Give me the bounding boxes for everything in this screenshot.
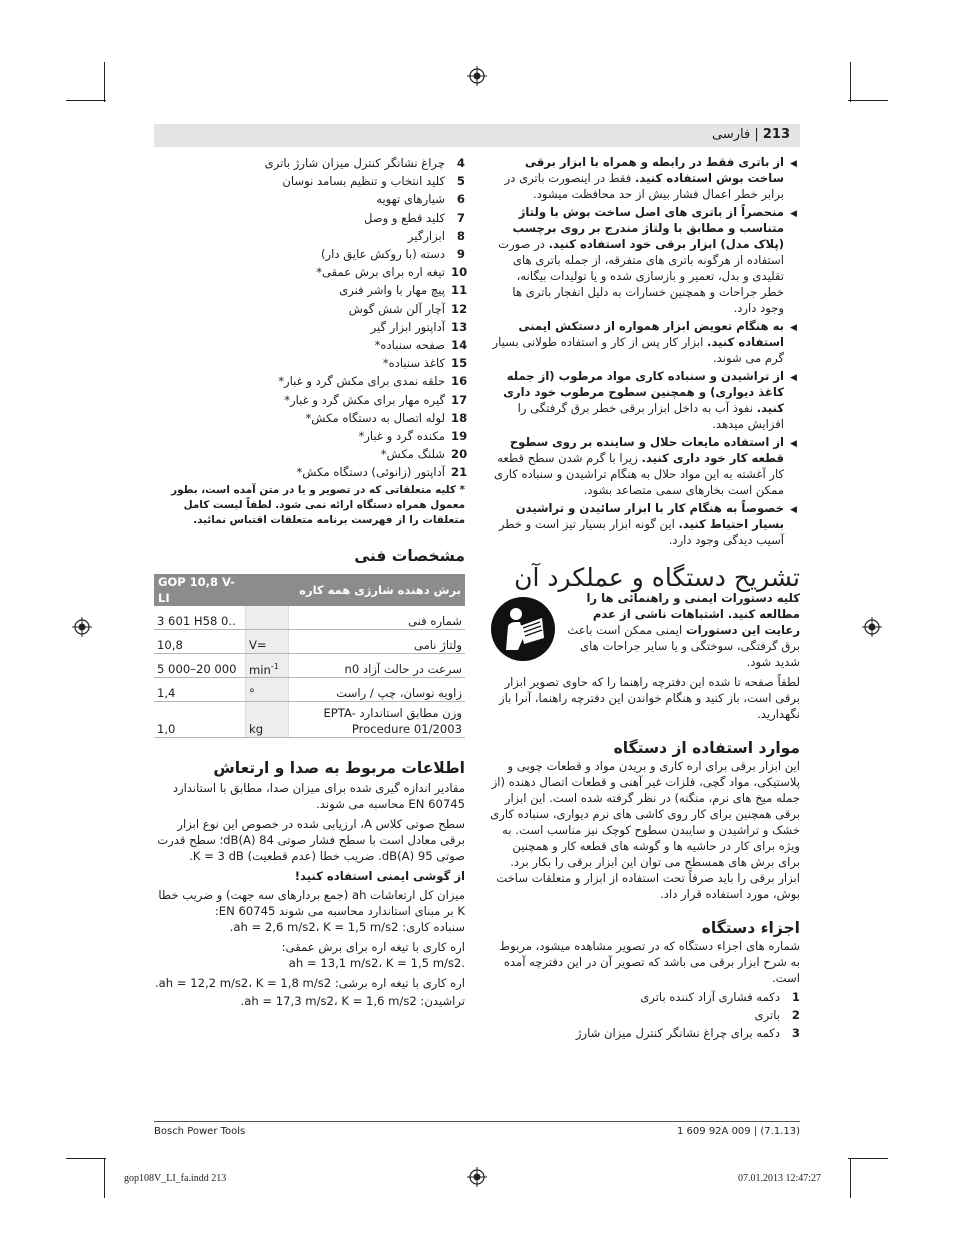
specs-table-header [154, 574, 465, 606]
table-row [154, 678, 465, 702]
description-heading: تشریح دستگاه و عملکرد آن [514, 563, 800, 592]
safety-instruction-rest: ایمنی ممکن است باعث برق گرفتگی، سوختگی و یا سایر جراحات های شدید شود. [567, 623, 800, 669]
spec-label: ولتاژ نامی [289, 630, 466, 654]
item-number: 8 [456, 228, 465, 243]
warning-text: ابزار کار پس از کار و استفاده طولانی بسیار گرم می شوند. [492, 335, 784, 365]
item-label: دسته (با روکش عایق دار) [321, 247, 445, 262]
components-heading: اجزاء دستگاه [701, 919, 800, 937]
warning-bold: از باتری فقط در رابطه و همراه با ابزار برقی ساخت بوش استفاده کنید. [524, 155, 784, 185]
item-label: پیچ مهار با واشر فنری [339, 283, 445, 298]
item-number: 4 [456, 156, 465, 171]
crop-mark [104, 62, 105, 102]
spec-unit: kg [246, 702, 289, 738]
list-item [154, 372, 468, 390]
crop-mark [104, 1158, 105, 1198]
item-number: 14 [451, 337, 468, 352]
item-number: 12 [451, 301, 468, 316]
page-number: 213 [762, 127, 790, 142]
spec-value: 5 000–20 000 [154, 654, 246, 678]
item-label: دکمه برای چراغ نشانگر کنترل میزان شارژ [575, 1026, 780, 1041]
spec-unit: V= [246, 630, 289, 654]
item-number: 3 [791, 1026, 800, 1041]
list-item [154, 281, 468, 299]
safety-instruction-bold: کلیه دستورات ایمنی و راهنمائی ها را مطالعه کنید. اشتباهات ناشی از عدم رعایت این دستورات [586, 591, 800, 637]
item-label: دکمه فشاری آزاد کننده باتری [640, 990, 780, 1005]
item-number: 10 [451, 265, 468, 280]
warning-item [490, 204, 800, 316]
bullet-triangle-icon: ◀ [790, 323, 797, 333]
vibration-scraping: تراشیدن: ah = 17,3 m/s2، K = 1,6 m/s2. [240, 994, 465, 1009]
item-number: 2 [791, 1008, 800, 1023]
bullet-triangle-icon: ◀ [790, 373, 797, 383]
item-label: ابزارگیر [407, 228, 445, 243]
spec-label: وزن مطابق استاندارد EPTA-Procedure 01/2003 [289, 702, 466, 738]
list-item [154, 190, 465, 208]
crop-mark [848, 100, 888, 101]
slug-date: 07.01.2013 12:47:27 [738, 1173, 822, 1184]
spec-value: 10,8 [154, 630, 246, 654]
warning-bold: از تراشیدن و سنباده کاری مواد مرطوب (از جمله کاغذ دیواری) و همچنین سطوح مرطوب خود داری کنید. [503, 369, 784, 415]
ear-protection-note: از گوشی ایمنی استفاده کنید! [294, 869, 465, 884]
vibration-sanding: سنباده کاری: ah = 2,6 m/s2، K = 1,5 m/s2. [229, 920, 465, 935]
page-header: 213 | فارسی [154, 124, 800, 147]
safety-block [490, 590, 800, 670]
list-item [154, 336, 468, 354]
table-row [154, 702, 465, 738]
intended-use-heading: موارد استفاده از دستگاه [613, 739, 800, 757]
list-item [490, 1006, 800, 1024]
item-number: 5 [456, 174, 465, 189]
crop-mark [66, 1158, 106, 1159]
crop-mark [848, 1158, 888, 1159]
components-list-start [490, 988, 800, 1043]
item-number: 20 [451, 447, 468, 462]
list-item [154, 390, 468, 408]
safety-warnings [490, 154, 800, 548]
noise-paragraph: مقادیر اندازه گیری شده برای میزان صدا، مطابق با استاندارد EN 60745 محاسبه می شوند. [172, 781, 465, 812]
spec-value: 3 601 H58 0.. [154, 606, 246, 630]
left-column [154, 154, 468, 1009]
list-item [154, 300, 468, 318]
product-name: برش دهنده شارژی همه کاره [246, 574, 466, 606]
spec-unit: ° [246, 678, 289, 702]
spec-unit [246, 606, 289, 630]
slug-file: gop108V_LI_fa.indd 213 [124, 1173, 227, 1184]
spec-label: شماره فنی [289, 606, 466, 630]
item-number: 21 [451, 465, 468, 480]
list-item [154, 245, 465, 263]
components-list [154, 154, 468, 481]
list-item [490, 988, 800, 1006]
list-item [154, 209, 465, 227]
item-label: گیره مهار برای مکش گرد و غبار* [284, 392, 445, 407]
bullet-triangle-icon: ◀ [790, 159, 797, 169]
item-label: چراغ نشانگر کنترل میزان شارژ باتری [264, 156, 445, 171]
warning-bold: از استفاده مایعات حلال و ساینده بر روی سطوح قطعه کار خود داری کنید. [509, 435, 784, 465]
spec-unit: $\min^{-1}$ [246, 654, 289, 678]
vibration-plunge: اره کاری با تیغه اره برای برش عمقی: ah = 13,1 m/s2، K = 1,5 m/s2. [281, 940, 465, 971]
item-label: آچار آلن شش گوش [348, 301, 445, 316]
crop-mark [66, 100, 106, 101]
item-label: کلید انتخاب و تنظیم بسامد نوسان [282, 174, 445, 189]
vibration-saw: اره کاری با تیغه اره برشی: ah = 12,2 m/s2، K = 1,8 m/s2. [154, 976, 465, 991]
item-number: 1 [791, 990, 800, 1005]
item-label: کلید قطع و وصل [363, 210, 445, 225]
item-label: شلنگ مکش* [380, 447, 445, 462]
bullet-triangle-icon: ◀ [790, 439, 797, 449]
item-label: صفحه سنباده* [374, 337, 445, 352]
registration-mark-icon [862, 617, 882, 637]
fold-out-note: لطفاً صفحه تا شده این دفترچه راهنما را که حاوی تصویر ابزار برقی است، باز کنید و هنگام خواندن این دفترچه راهنما، آنرا باز نگهدارید. [498, 675, 800, 721]
table-row [154, 630, 465, 654]
list-item [154, 227, 465, 245]
item-number: 6 [456, 192, 465, 207]
warning-item [490, 434, 800, 498]
item-label: مکنده گرد و غبار* [358, 428, 445, 443]
item-number: 17 [451, 392, 468, 407]
warning-item [490, 154, 800, 202]
footer-brand: Bosch Power Tools [154, 1126, 246, 1137]
item-label: کاغذ سنباده* [382, 356, 445, 371]
item-label: لوله اتصال به دستگاه مکش* [305, 410, 445, 425]
bullet-triangle-icon: ◀ [790, 505, 797, 515]
warning-item [490, 500, 800, 548]
warning-text: در صورت استفاده از هرگونه باتری های متفرقه، از جمله باتری های تقلیدی و بدل، تعمیر و بازسازی شده و یا تولیدات بیگانه، خطر جراحات و همچنین خسارات به دلیل انفجار باتری ها وجود دارد. [498, 237, 784, 315]
item-number: 7 [456, 210, 465, 225]
accessories-footnote: * کلیه متعلقاتی که در تصویر و یا در متن آمده است، بطور معمول همراه دستگاه ارائه نمی شود. لطفاً لیست کامل متعلقات را از فهرست برنامه متعلقات اقتباس نمائید. [171, 484, 465, 527]
item-number: 16 [451, 374, 468, 389]
registration-mark-icon [72, 617, 92, 637]
warning-item [490, 318, 800, 366]
vibration-paragraph: میزان کل ارتعاشات ah (جمع بردارهای سه جهت) و ضریب خطا K بر مبنای استاندارد محاسبه می شوند EN 60745: [158, 888, 465, 919]
warning-text: فقط در اینصورت باتری در برابر خطر اعمال فشار بیش از حد محافظت میشود. [504, 171, 784, 201]
list-item [154, 354, 468, 372]
spec-value: 1,0 [154, 702, 246, 738]
list-item [154, 154, 465, 172]
table-row [154, 606, 465, 630]
item-label: آداپتور ابزار گیر [370, 319, 445, 334]
item-number: 9 [456, 247, 465, 262]
list-item [154, 409, 468, 427]
crop-mark [850, 1158, 851, 1198]
item-number: 15 [451, 356, 468, 371]
registration-mark-icon [467, 66, 487, 86]
list-item [154, 172, 465, 190]
noise-heading: اطلاعات مربوط به صدا و ارتعاش [213, 759, 465, 778]
item-number: 13 [451, 319, 468, 334]
list-item [490, 1024, 800, 1042]
warning-bold: به هنگام تعویض ابزار همواره از دستکش ایمنی استفاده کنید. [518, 319, 784, 349]
specs-table [154, 574, 465, 738]
warning-bold: خصوصاً به هنگام کار با ابزار سائیدن و تراشیدن بسیار احتیاط کنید. [515, 501, 784, 531]
page-language: فارسی [712, 127, 751, 142]
noise-paragraph: سطح صوتی کلاس A، ارزیابی شده در خصوص این نوع ابزار برقی معادل است با سطح فشار صوتی 84 dB(A)؛ سطح قدرت صوتی 95 dB(A). ضریب خطا (عدم قطعیت) K = 3 dB. [157, 817, 465, 864]
item-label: باتری [754, 1008, 780, 1023]
crop-mark [850, 62, 851, 102]
bullet-triangle-icon: ◀ [790, 209, 797, 219]
read-manual-icon [490, 596, 556, 662]
warning-text: زیرا با گرم شدن سطح قطعه کار آغشته به این مواد حلال به هنگام تراشیدن و سنباده کاری ممکن است بخارهای سمی متصاعد بشود. [494, 451, 784, 497]
components-intro: شماره های اجزاء دستگاه که در تصویر مشاهده میشود، مربوط به شرح ابزار برقی می باشد که تصویر آن در این دفترچه آمده است. [499, 939, 800, 985]
warning-text: نفوذ آب به داخل ابزار برقی خطر برق گرفتگی را افزایش میدهد. [517, 401, 784, 431]
warning-text: این گونه ابزار بسیار تیز است و خطر آسیب دیدگی وجود دارد. [498, 517, 784, 547]
item-number: 19 [451, 428, 468, 443]
item-label: شیارهای تهویه [376, 192, 445, 207]
list-item [154, 318, 468, 336]
table-row [154, 654, 465, 678]
item-number: 18 [451, 410, 468, 425]
footer-rule [154, 1121, 800, 1122]
warning-item [490, 368, 800, 432]
registration-mark-icon [467, 1167, 487, 1187]
list-item [154, 427, 468, 445]
list-item [154, 263, 468, 281]
item-label: حلقه نمدی برای مکش گرد و غبار* [278, 374, 445, 389]
item-label: آداپتور (زانوئی) دستگاه مکش* [296, 465, 445, 480]
right-column [490, 154, 800, 1043]
item-number: 11 [451, 283, 468, 298]
spec-value: 1,4 [154, 678, 246, 702]
warning-bold: منحصراً از باتری های اصل ساخت بوش با ولتاژ متناسب و مطابق با ولتاژ مندرج بر روی برچسب (پلاک مدل) ابزار برقی خود استفاده کنید. [512, 205, 784, 251]
list-item [154, 445, 468, 463]
item-label: تیغه اره برای برش عمقی* [316, 265, 445, 280]
specs-heading: مشخصات فنی [354, 547, 465, 566]
model-name: GOP 10,8 V-LI [154, 574, 246, 606]
spec-label: زاویه نوسان، چپ / راست [289, 678, 466, 702]
footer-docnumber: 1 609 92A 009 | (7.1.13) [677, 1126, 800, 1137]
intended-use-text: این ابزار برقی برای اره کاری و بریدن مواد و قطعات چوبی و پلاستیکی، مواد گچی، فلزات غیر آهنی و قطعات اتصال دهنده (از جمله میخ های نرم، منگنه) در نظر گرفته شده است. این ابزار برقی همچنین برای کار روی کاشی های نرم دیواری، سنباده کاری خشک و تراشیدن و سایبدن سطوح کوچک نیز مناسب است. به ویژه برای کار در حاشیه ها و گوشه های قطعه کار و همچنین برای برش های همسطح می توان این ابزار برقی را بکار برد. ابزار برقی را باید صرفاً تحت استفاده از ابزار و متعلقات ساخت بوش، مورد استفاده قرار داد. [490, 759, 800, 901]
list-item [154, 463, 468, 481]
spec-label: سرعت در حالت آزاد n0 [289, 654, 466, 678]
